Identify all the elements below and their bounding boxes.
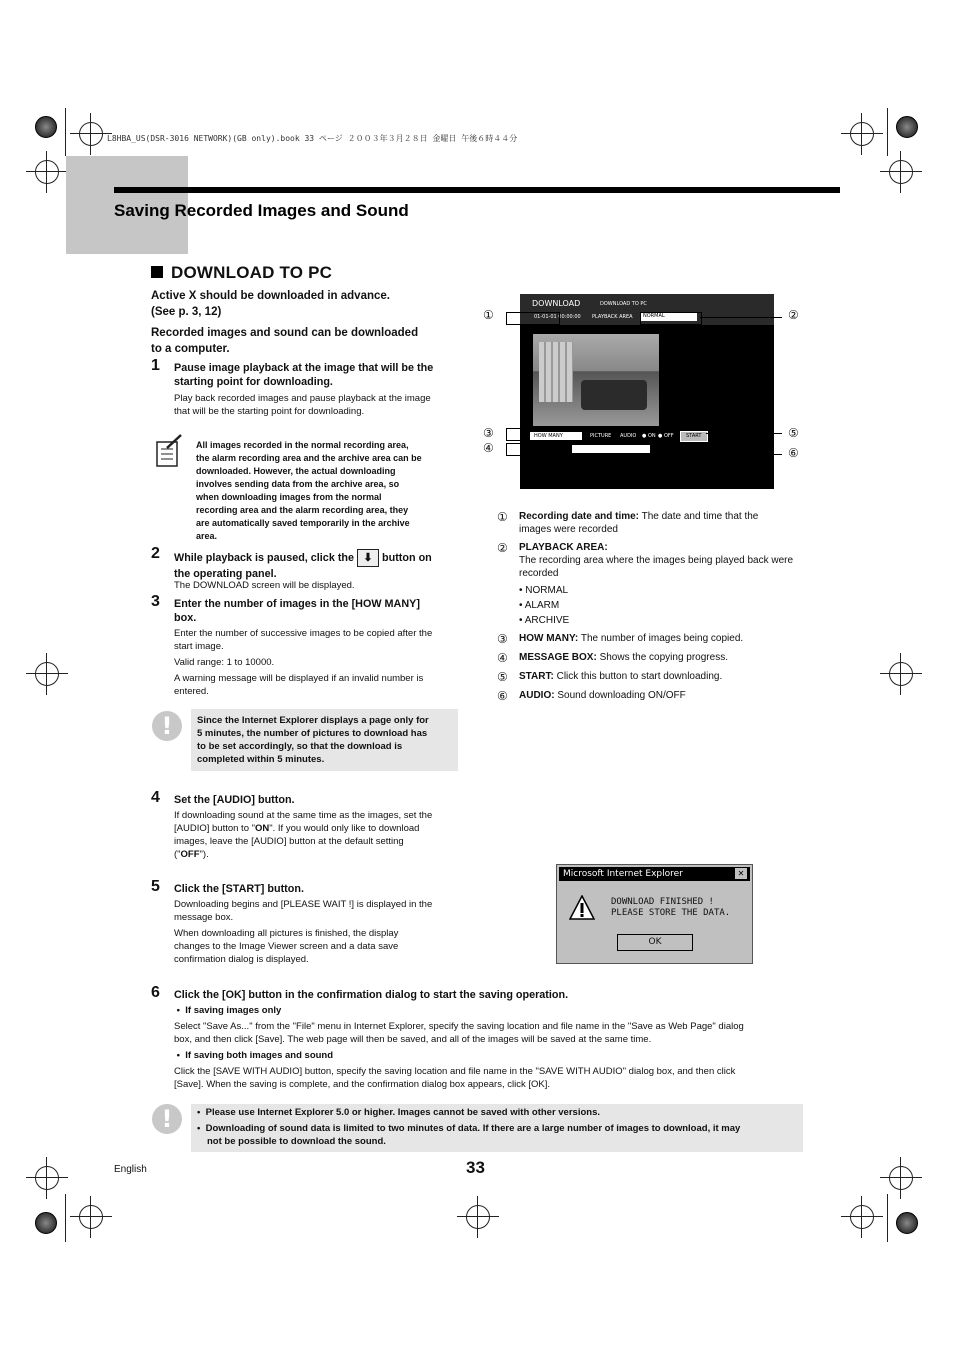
registration-cross-icon [889,662,913,686]
dialog-titlebar: Microsoft Internet Explorer ✕ [559,867,750,881]
registration-dial-icon [35,116,57,138]
warning-icon [569,895,595,921]
callout-line [706,433,782,434]
legend [497,510,817,703]
registration-cross-icon [79,1205,103,1229]
section-rule [114,187,840,193]
step-title: Click the [OK] button in the confirmation dialog to start the saving operation. [174,989,569,1001]
area-option: • ALARM [519,598,793,613]
caution-icon: ! [152,711,182,741]
registration-dial-icon [896,1212,918,1234]
camera-preview [533,334,659,426]
step-number: 3 [151,593,160,610]
registration-cross-icon [889,1166,913,1190]
screen-title: DOWNLOAD [532,299,581,308]
registration-dial-icon [35,1212,57,1234]
step-title: Set the [AUDIO] button. [174,794,295,806]
close-icon[interactable]: ✕ [735,868,747,879]
registration-cross-icon [35,1166,59,1190]
registration-cross-icon [850,1205,874,1229]
crop-mark [887,1194,888,1242]
ok-button[interactable]: OK [617,934,693,951]
callout-line [700,317,782,318]
legend-item: ⑥ AUDIO: Sound downloading ON/OFF [497,689,686,703]
legend-item: ① Recording date and time: The date and time that the images were recorded [497,510,759,535]
callout-line [664,454,782,455]
intro: Active X should be downloaded in advance. (See p. 3, 12) Recorded images and sound can be downloaded to a computer. [151,290,419,355]
legend-item: ⑤ START: Click this button to start downloading. [497,670,723,684]
callout-2: ② [788,308,799,322]
registration-cross-icon [35,662,59,686]
area-option: • ARCHIVE [519,613,793,628]
legend-item: ③ HOW MANY: The number of images being copied. [497,632,744,646]
page-number: 33 [466,1158,485,1177]
callout-box [640,312,702,325]
confirmation-dialog [556,864,753,964]
callout-box [506,312,560,325]
step-number: 6 [151,984,160,1001]
lockers [539,342,573,402]
download-button-icon: ⬇ [357,549,379,567]
note-box: All images recorded in the normal recording area, the alarm recording area and the archive area can be downloaded. However, the actual downloading involves sending data from the archive area, so when downloading images from the normal recording area and the alarm recording area, they are automatically saved temporarily in the archive area. [196,440,422,541]
dialog-message: DOWNLOAD FINISHED ! PLEASE STORE THE DATA. [611,897,731,918]
legend-item: ② PLAYBACK AREA: The recording area where the images being played back were recorded • NORMAL • ALARM • ARCHIVE [497,541,817,628]
step-number: 2 [151,545,160,562]
crop-mark [65,1194,66,1242]
registration-cross-icon [466,1205,490,1229]
step-body: • If saving images only Select "Save As..." from the "File" menu in Internet Explorer, specify the saving location and file name in the "Save as Web Page" dialog box, and then click [Save]. The web page will then be saved, and all of the images will be saved at the same time. • If saving both images and sound Click the [SAVE WITH AUDIO] button, specify the saving location and file name in the "SAVE WITH AUDIO" dialog box, and then click [Save]. When the saving is complete, and the confirmation dialog box appears, click [OK]. [174,1005,744,1090]
area-label: PLAYBACK AREA [592,314,633,320]
registration-dial-icon [896,116,918,138]
caution-text: Since the Internet Explorer displays a page only for 5 minutes, the number of pictures to download has to be set accordingly, so that the download is completed within 5 minutes. [197,715,429,765]
callout-5: ⑤ [788,426,799,440]
step-title: Pause image playback at the image that will be the starting point for downloading. [174,362,434,388]
callout-box [506,428,618,441]
footer-language: English [114,1164,147,1175]
registration-cross-icon [35,160,59,184]
step-body: The DOWNLOAD screen will be displayed. [174,580,355,591]
caution-icon: ! [152,1104,182,1134]
area-option: • NORMAL [519,583,793,598]
step-number: 4 [151,789,160,806]
caution-text: • Please use Internet Explorer 5.0 or higher. Images cannot be saved with other versions. • Downloading of sound data is limited to two minutes of data. If there are a large number of images to download, it may not be possible to download the sound. [197,1107,741,1147]
audio-label: AUDIO [620,433,637,439]
callout-box [506,443,654,456]
datetime-display: 01-01-01 00:00:00 [534,314,581,320]
picture-label: PICTURE [590,433,612,439]
step-number: 1 [151,357,160,374]
callout-4: ④ [483,441,494,455]
legend-item: ④ MESSAGE BOX: Shows the copying progress. [497,651,728,665]
registration-cross-icon [850,122,874,146]
step-number: 5 [151,878,160,895]
screen-subtitle: DOWNLOAD TO PC [600,301,647,307]
registration-cross-icon [79,122,103,146]
callout-3: ③ [483,426,494,440]
step-title: While playback is paused, click the ⬇ button on the operating panel. [174,549,432,581]
start-button[interactable]: START [680,431,708,442]
note-pencil-icon [155,434,183,468]
step-body: Downloading begins and [PLEASE WAIT !] is displayed in the message box. When downloading all pictures is finished, the display changes to the Image Viewer screen and a data save confirmation dialog is displayed. [174,899,433,965]
audio-on[interactable]: ● ON [642,433,656,439]
step-title: Enter the number of images in the [HOW MANY] box. [174,598,420,624]
subsection-title: DOWNLOAD TO PC [171,263,333,282]
area-field: NORMAL [641,313,697,321]
step-body: Enter the number of successive images to be copied after the start image. Valid range: 1 to 10000. A warning message will be displayed if an invalid number is entered. [174,628,433,697]
step-body: If downloading sound at the same time as the images, set the [AUDIO] button to "ON". If you would only like to download images, leave the [AUDIO] button at the default setting ("OFF"). [174,810,433,860]
sofa [581,380,647,410]
registration-cross-icon [889,160,913,184]
callout-1: ① [483,308,494,322]
file-header: L8HBA_US(DSR-3016 NETWORK)(GB only).book 33 ページ ２００３年３月２８日 金曜日 午後６時４４分 [107,134,518,143]
callout-6: ⑥ [788,446,799,460]
step-title: Click the [START] button. [174,883,304,895]
crop-mark [65,108,66,156]
howmany-label: HOW MANY [534,433,563,439]
bullet-square-icon [151,266,163,278]
step-body: Play back recorded images and pause playback at the image that will be the starting point for downloading. [174,393,431,417]
section-title: Saving Recorded Images and Sound [114,201,409,220]
audio-off[interactable]: ● OFF [658,433,674,439]
crop-mark [887,108,888,156]
